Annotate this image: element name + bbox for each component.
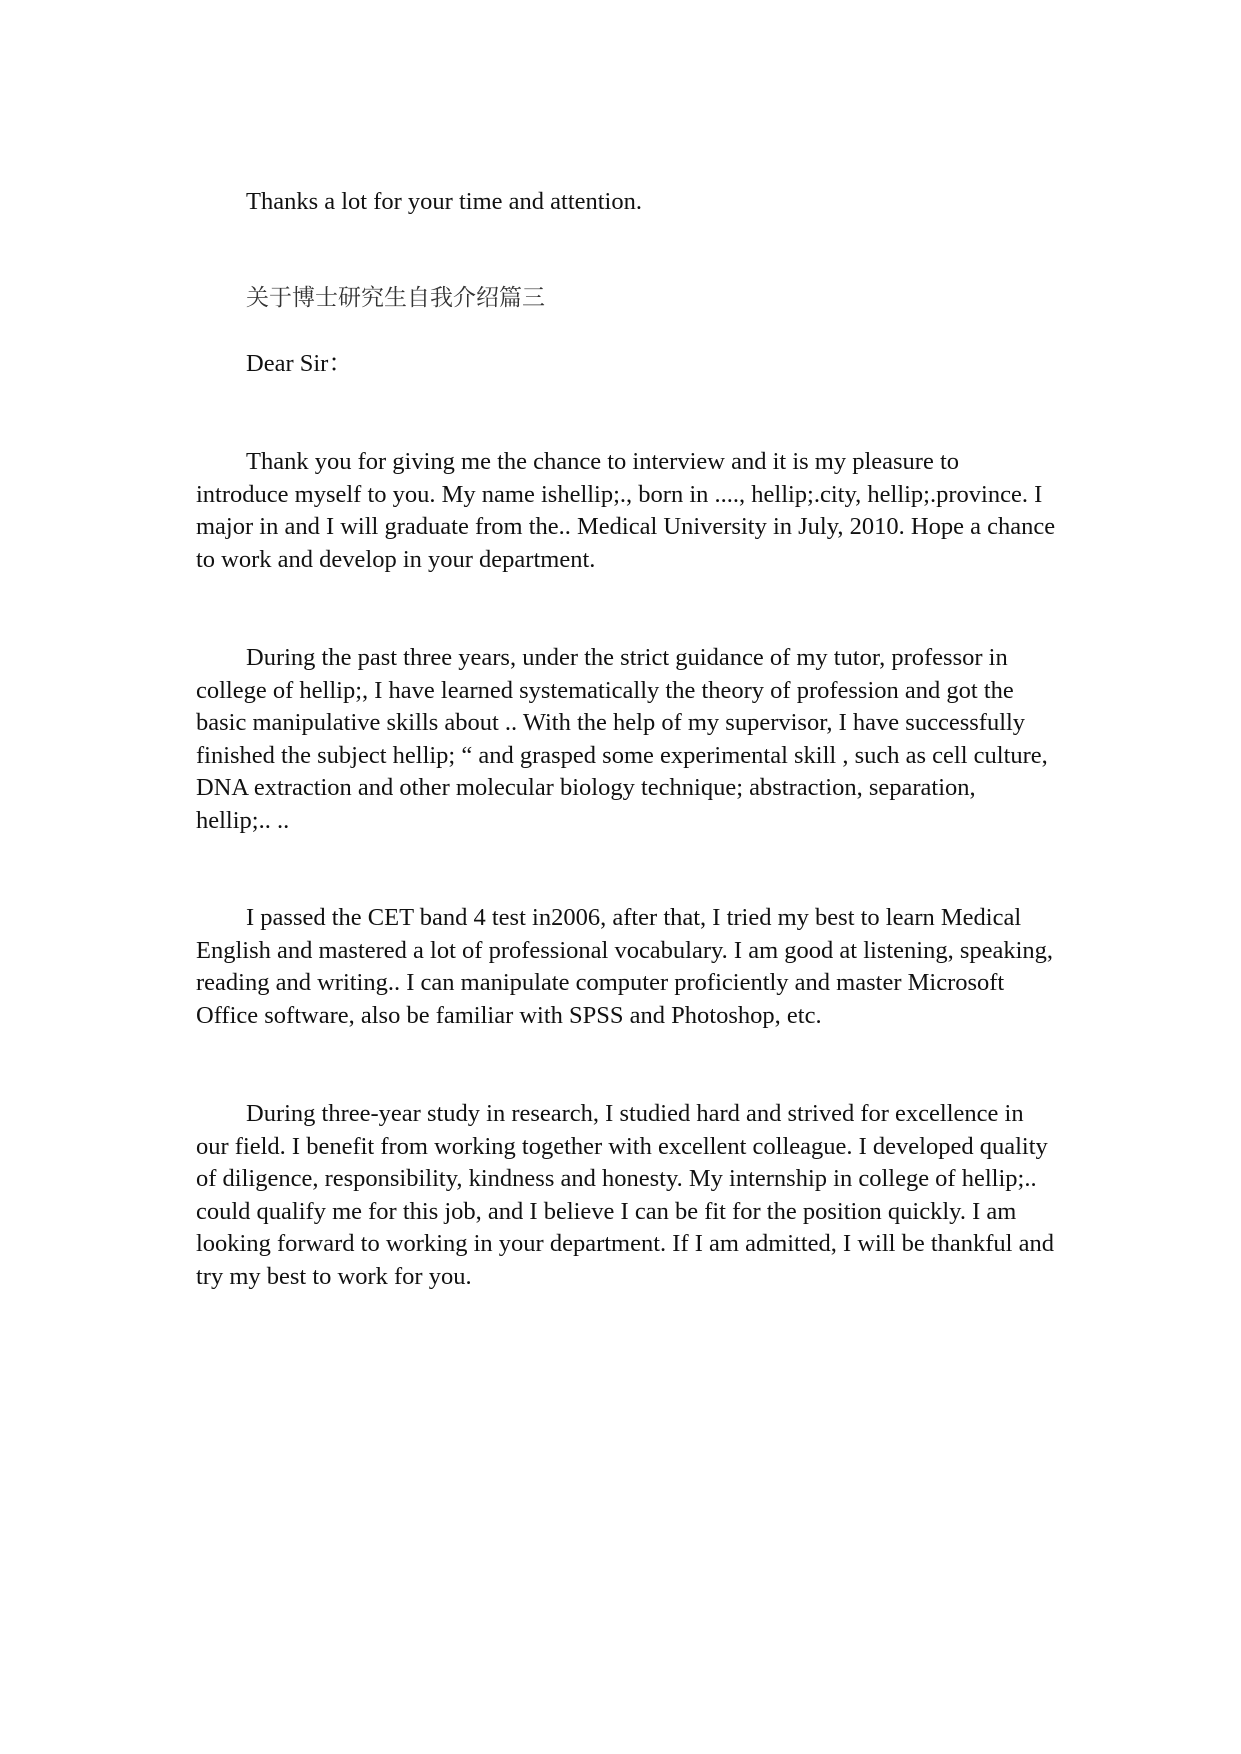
- paragraph-research-experience: During the past three years, under the strict guidance of my tutor, professor in college of hellip;, I have learned systematically the theory of profession and got the basic manipulative skills about .. With the help of my supervisor, I have successfully finished the subject hellip; “ and grasped some experimental skill , such as cell culture, DNA extraction and other molecular biology technique; abstraction, separation, hellip;.. ..: [196, 644, 1048, 834]
- paragraph-skills: I passed the CET band 4 test in2006, after that, I tried my best to learn Medical English and mastered a lot of professional vocabulary. I am good at listening, speaking, reading and writing.. I can manipulate computer proficiently and master Microsoft Office software, also be familiar with SPSS and Photoshop, etc.: [196, 904, 1054, 1029]
- section-heading: 关于博士研究生自我介绍篇三: [246, 285, 545, 311]
- paragraph-conclusion: During three-year study in research, I studied hard and strived for excellence in our field. I benefit from working together with excellent colleague. I developed quality of diligence, responsibility, kindness and honesty. My internship in college of hellip;.. could qualify me for this job, and I believe I can be fit for the position quickly. I am looking forward to working in your department. If I am admitted, I will be thankful and try my best to work for you.: [196, 1100, 1054, 1290]
- salutation: Dear Sir：: [246, 350, 353, 377]
- closing-line: Thanks a lot for your time and attention.: [246, 188, 642, 215]
- paragraph-introduction: Thank you for giving me the chance to interview and it is my pleasure to introduce myself to you. My name ishellip;., born in ...., hellip;.city, hellip;.province. I major in and I will graduate from the.. Medical University in July, 2010. Hope a chance to work and develop in your department.: [196, 448, 1056, 573]
